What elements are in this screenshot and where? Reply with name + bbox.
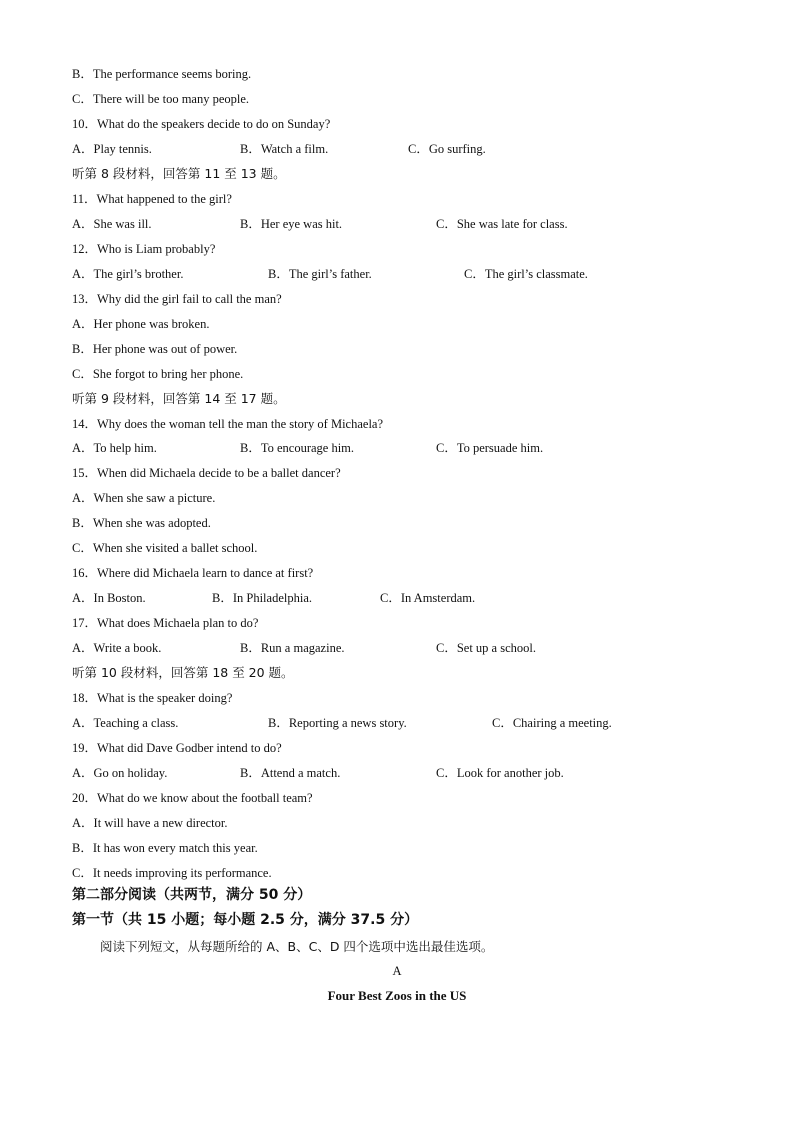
question-16: 16．Where did Michaela learn to dance at first? — [72, 566, 314, 580]
question-13: 13．Why did the girl fail to call the man? — [72, 292, 282, 306]
question-11: 11．What happened to the girl? — [72, 192, 232, 206]
passage-letter: A — [392, 964, 402, 978]
option-c: C．Set up a school. — [436, 641, 536, 655]
question-10: 10．What do the speakers decide to do on Sunday? — [72, 117, 331, 131]
option-b: B．Her eye was hit. — [240, 217, 343, 231]
section-9-instruction: 听第 9 段材料，回答第 14 至 17 题。 — [72, 391, 286, 406]
option-a: A．Go on holiday. — [72, 766, 168, 780]
option-c: C．The girl’s classmate. — [464, 267, 588, 281]
question-18: 18．What is the speaker doing? — [72, 691, 233, 705]
option-c: C．It needs improving its performance. — [72, 866, 272, 880]
option-c: C．Look for another job. — [436, 766, 564, 780]
option-a: A．The girl’s brother. — [72, 267, 184, 281]
section-8-instruction: 听第 8 段材料，回答第 11 至 13 题。 — [72, 166, 286, 181]
option-a: A．Her phone was broken. — [72, 317, 210, 331]
option-c: C．In Amsterdam. — [380, 591, 476, 605]
section-10-instruction: 听第 10 段材料，回答第 18 至 20 题。 — [72, 665, 294, 680]
option-b: B．Reporting a news story. — [268, 716, 407, 730]
question-14: 14．Why does the woman tell the man the story of Michaela? — [72, 417, 384, 431]
option-b: B．To encourage him. — [240, 441, 355, 455]
option-a: A．Teaching a class. — [72, 716, 179, 730]
option-a: A．Write a book. — [72, 641, 162, 655]
option-b: B．When she was adopted. — [72, 516, 211, 530]
question-15: 15．When did Michaela decide to be a ballet dancer? — [72, 466, 341, 480]
option-b: B．Her phone was out of power. — [72, 342, 238, 356]
option-b: B．The girl’s father. — [268, 267, 372, 281]
option-c: C．Chairing a meeting. — [492, 716, 612, 730]
option-a: A．It will have a new director. — [72, 816, 228, 830]
option-line: B．The performance seems boring. — [72, 67, 252, 81]
option-b: B．Watch a film. — [240, 142, 329, 156]
option-a: A．When she saw a picture. — [72, 491, 216, 505]
passage-title: Four Best Zoos in the US — [327, 988, 467, 1003]
option-b: B．In Philadelphia. — [212, 591, 312, 605]
part2-heading: 第二部分阅读（共两节，满分 50 分） — [72, 887, 312, 903]
option-a: A．Play tennis. — [72, 142, 152, 156]
question-19: 19．What did Dave Godber intend to do? — [72, 741, 282, 755]
option-a: A．To help him. — [72, 441, 157, 455]
option-c: C．She was late for class. — [436, 217, 568, 231]
option-c: C．She forgot to bring her phone. — [72, 367, 244, 381]
option-line: C．There will be too many people. — [72, 92, 250, 106]
option-c: C．To persuade him. — [436, 441, 544, 455]
option-c: C．Go surfing. — [408, 142, 486, 156]
question-20: 20．What do we know about the football team? — [72, 791, 313, 805]
question-17: 17．What does Michaela plan to do? — [72, 616, 259, 630]
option-b: B．Attend a match. — [240, 766, 341, 780]
option-b: B．It has won every match this year. — [72, 841, 258, 855]
question-12: 12．Who is Liam probably? — [72, 242, 216, 256]
option-a: A．She was ill. — [72, 217, 152, 231]
option-b: B．Run a magazine. — [240, 641, 345, 655]
section1-heading: 第一节（共 15 小题；每小题 2.5 分，满分 37.5 分） — [72, 912, 419, 928]
option-c: C．When she visited a ballet school. — [72, 541, 258, 555]
option-a: A．In Boston. — [72, 591, 146, 605]
reading-instruction: 阅读下列短文，从每题所给的 A、B、C、D 四个选项中选出最佳选项。 — [100, 939, 494, 954]
